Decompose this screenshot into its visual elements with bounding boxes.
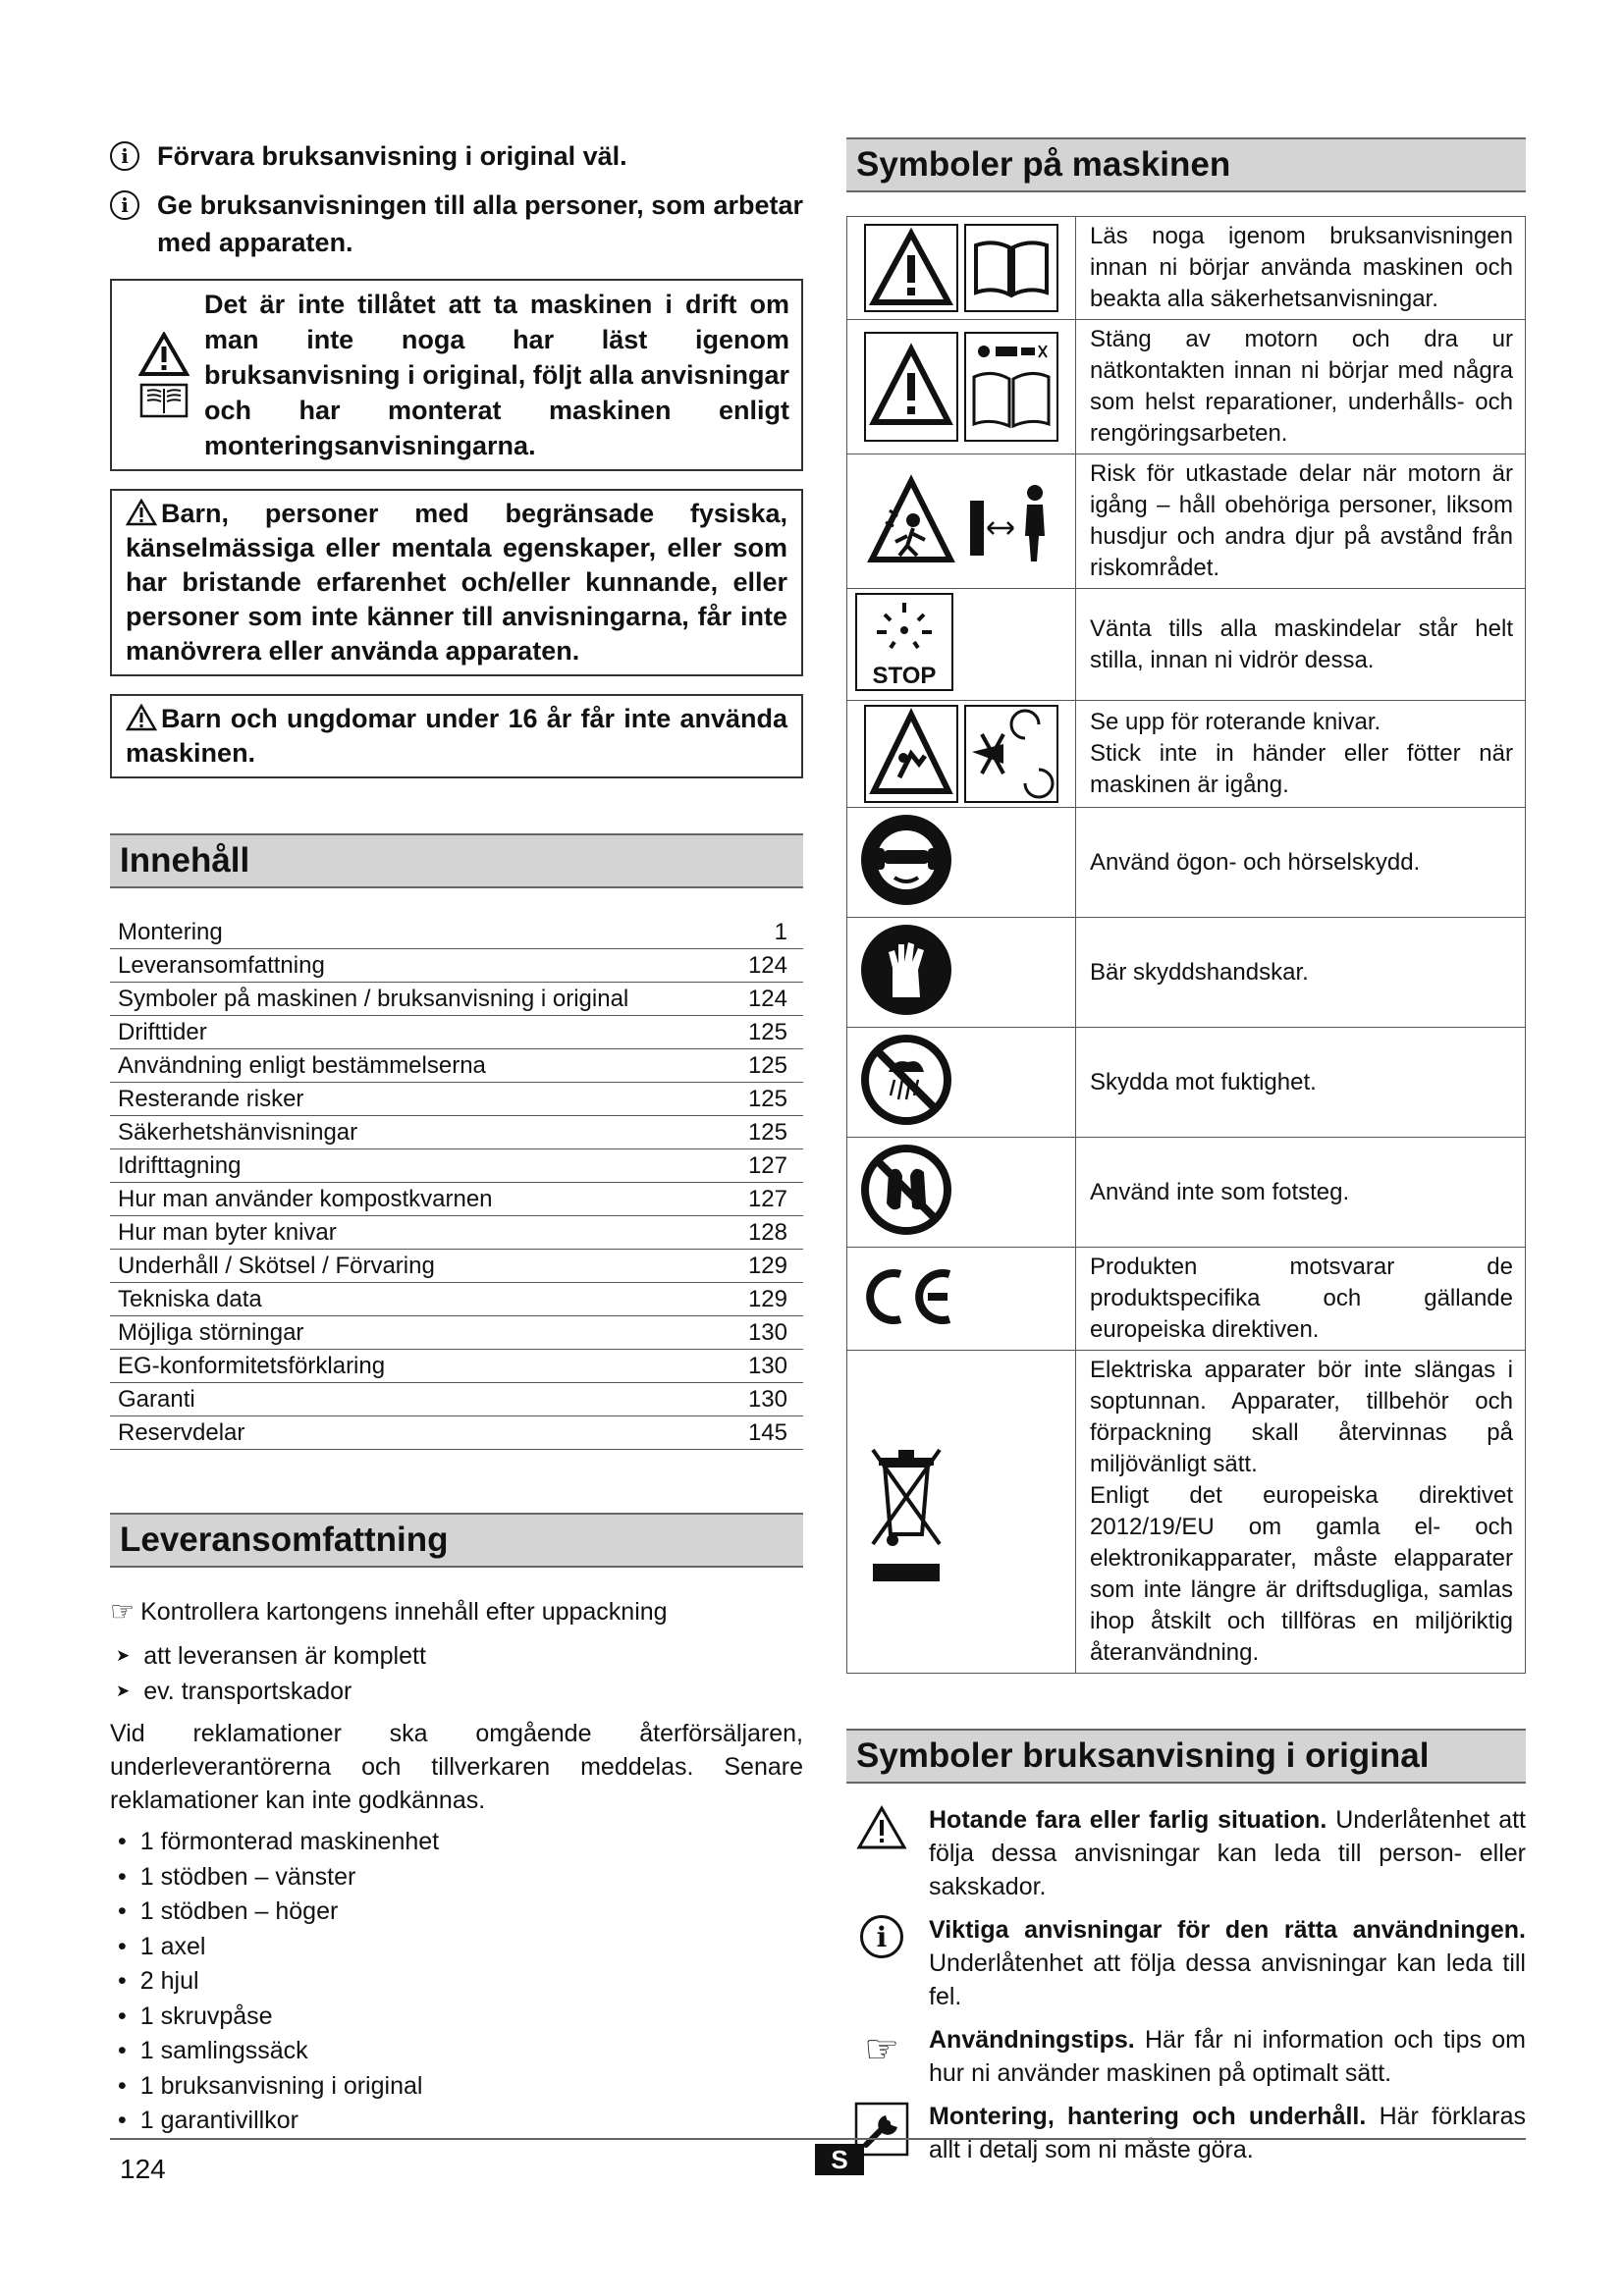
contents-label: Reservdelar xyxy=(110,1416,701,1450)
contents-page: 128 xyxy=(701,1216,803,1250)
table-row xyxy=(847,589,1526,701)
info-line-give-manual: i Ge bruksanvisningen till alla personer, som arbetar med apparaten. xyxy=(110,187,803,261)
table-row xyxy=(847,1248,1526,1351)
contents-label: Underhåll / Skötsel / Förvaring xyxy=(110,1250,701,1283)
delivery-heading: Leveransomfattning xyxy=(110,1513,803,1568)
table-row xyxy=(110,1316,803,1350)
manual-symbols-heading: Symboler bruksanvisning i original xyxy=(846,1729,1526,1784)
contents-page: 130 xyxy=(701,1350,803,1383)
page-number: 124 xyxy=(120,2154,166,2184)
symbol-text: Använd inte som fotsteg. xyxy=(1076,1138,1526,1248)
info-icon: i xyxy=(110,190,139,220)
age-warning-text: Barn och ungdomar under 16 år får inte använda maskinen. xyxy=(126,704,787,768)
contents-page: 129 xyxy=(701,1250,803,1283)
list-item: • 1 garantivillkor xyxy=(110,2104,803,2139)
gloves-icon xyxy=(859,923,953,1017)
table-row xyxy=(847,217,1526,320)
contents-label: Hur man byter knivar xyxy=(110,1216,701,1250)
table-row xyxy=(110,916,803,949)
table-row xyxy=(110,1049,803,1083)
manual-box-text: Det är inte tillåtet att ta maskinen i drift om man inte noga har läst igenom bruksanvisning i original, följt alla anvisningar och har monterat maskinen enligt monteringsanvisningarna. xyxy=(204,290,789,460)
contents-page: 1 xyxy=(701,916,803,949)
children-warning-box xyxy=(110,489,803,676)
no-step-icon xyxy=(859,1143,953,1237)
legend-row-danger: Hotande fara eller farlig situation. Underlåtenhet att följa dessa anvisningar kan leda till person- eller sakskador. xyxy=(846,1803,1526,1903)
check-line: ☞ Kontrollera kartongens innehåll efter uppackning xyxy=(110,1596,668,1627)
symbol-text: Elektriska apparater bör inte slängas i soptunnan. Apparater, tillbehör och förpackning skall återvinnas på miljövänligt sätt. xyxy=(1090,1357,1513,1477)
table-row xyxy=(847,1028,1526,1138)
symbol-text: Se upp för roterande knivar. xyxy=(1090,709,1381,735)
list-item: • 1 stödben – vänster xyxy=(110,1860,803,1896)
symbol-text: Läs noga igenom bruksanvisningen innan ni börjar använda maskinen och beakta alla säkerhetsanvisningar. xyxy=(1076,217,1526,320)
contents-label: Drifttider xyxy=(110,1016,701,1049)
table-row xyxy=(847,454,1526,589)
danger-icon xyxy=(856,1805,907,1850)
delivery-items xyxy=(110,1825,803,2139)
table-row xyxy=(110,1250,803,1283)
contents-label: Leveransomfattning xyxy=(110,949,701,983)
list-item: ➤ att leveransen är komplett xyxy=(110,1638,803,1674)
contents-label: Hur man använder kompostkvarnen xyxy=(110,1183,701,1216)
table-row xyxy=(110,1149,803,1183)
symbol-text: Vänta tills alla maskindelar står helt stilla, innan ni vidrör dessa. xyxy=(1076,589,1526,701)
eye-ear-protection-icon xyxy=(859,813,953,907)
complaint-text: Vid reklamationer ska omgående återförsäljaren, underleverantörerna och tillverkaren meddelas. Senare reklamationer kan inte godkännas. xyxy=(110,1720,803,1814)
legend-row-wrench: Montering, hantering och underhåll. Här förklaras allt i detalj som ni måste göra. xyxy=(846,2100,1526,2166)
unplug-icon xyxy=(964,332,1058,442)
list-item: • 1 samlingssäck xyxy=(110,2034,803,2069)
table-row xyxy=(110,983,803,1016)
weee-bin-icon xyxy=(859,1426,953,1593)
right-column xyxy=(846,137,1526,2176)
contents-page: 124 xyxy=(701,949,803,983)
warning-triangle-icon xyxy=(126,704,157,731)
table-row xyxy=(110,1016,803,1049)
delivery-checks xyxy=(110,1638,803,1709)
contents-page: 125 xyxy=(701,1083,803,1116)
table-row xyxy=(110,1350,803,1383)
table-row xyxy=(110,1116,803,1149)
table-row xyxy=(110,1183,803,1216)
symbol-text: Enligt det europeiska direktivet 2012/19/EU om gamla el- och elektronikapparater, måste elapparater som inte längre är driftsdugliga, samlas ihop åtskilt och tillföras en miljöriktig återanvändning. xyxy=(1090,1482,1513,1666)
table-row xyxy=(110,1083,803,1116)
contents-label: Säkerhetshänvisningar xyxy=(110,1116,701,1149)
table-row xyxy=(847,808,1526,918)
symbol-text: Bär skyddshandskar. xyxy=(1076,918,1526,1028)
no-rain-icon xyxy=(859,1033,953,1127)
warning-triangle-icon xyxy=(864,705,958,803)
warning-triangle-icon xyxy=(864,224,958,312)
tip-hand-icon: ☞ xyxy=(110,1596,135,1627)
table-row xyxy=(847,1351,1526,1674)
warning-triangle-icon xyxy=(138,332,189,377)
contents-page: 130 xyxy=(701,1383,803,1416)
contents-label: Möjliga störningar xyxy=(110,1316,701,1350)
table-row xyxy=(847,918,1526,1028)
symbol-text: Använd ögon- och hörselskydd. xyxy=(1076,808,1526,918)
list-item: • 1 stödben – höger xyxy=(110,1895,803,1930)
contents-table xyxy=(110,916,803,1450)
info-icon: i xyxy=(110,141,139,171)
manual-box-icons xyxy=(124,287,204,463)
contents-heading: Innehåll xyxy=(110,833,803,888)
machine-symbols-heading: Symboler på maskinen xyxy=(846,137,1526,192)
keep-distance-icon xyxy=(964,467,1058,575)
list-item: • 1 axel xyxy=(110,1930,803,1965)
tip-hand-icon: ☞ xyxy=(864,2028,899,2071)
thrown-objects-icon xyxy=(864,467,958,575)
contents-label: EG-konformitetsförklaring xyxy=(110,1350,701,1383)
contents-label: Användning enligt bestämmelserna xyxy=(110,1049,701,1083)
symbol-text: Skydda mot fuktighet. xyxy=(1076,1028,1526,1138)
rotating-knives-icon xyxy=(964,705,1058,803)
manual-warning-box xyxy=(110,279,803,471)
legend-row-info: i Viktiga anvisningar för den rätta användningen. Underlåtenhet att följa dessa anvisningar kan leda till fel. xyxy=(846,1913,1526,2013)
symbol-text: Stick inte in händer eller fötter när maskinen är igång. xyxy=(1090,740,1513,798)
table-row xyxy=(110,1416,803,1450)
contents-page: 129 xyxy=(701,1283,803,1316)
age-warning-box xyxy=(110,694,803,778)
machine-symbols-table xyxy=(846,216,1526,1674)
list-item: • 2 hjul xyxy=(110,1964,803,2000)
info-line-keep-manual: i Förvara bruksanvisning i original väl. xyxy=(110,137,803,175)
table-row xyxy=(110,1383,803,1416)
table-row xyxy=(110,1283,803,1316)
svg-text:STOP: STOP xyxy=(872,663,937,689)
book-icon xyxy=(964,224,1058,312)
list-item: • 1 bruksanvisning i original xyxy=(110,2069,803,2105)
footer-divider xyxy=(110,2138,1526,2140)
list-item: ➤ ev. transportskador xyxy=(110,1674,803,1709)
contents-page: 127 xyxy=(701,1149,803,1183)
language-badge: S xyxy=(815,2144,864,2175)
list-item: • 1 förmonterad maskinenhet xyxy=(110,1825,803,1860)
legend-row-tip: ☞ Användningstips. Här får ni information och tips om hur ni använder maskinen på optimalt sätt. xyxy=(864,2026,1526,2087)
contents-page: 127 xyxy=(701,1183,803,1216)
symbol-text: Produkten motsvarar de produktspecifika och gällande europeiska direktiven. xyxy=(1076,1248,1526,1351)
contents-label: Garanti xyxy=(110,1383,701,1416)
symbol-text: Stäng av motorn och dra ur nätkontakten innan ni börjar med några som helst reparationer, underhålls- och rengöringsarbeten. xyxy=(1076,320,1526,454)
contents-label: Idrifttagning xyxy=(110,1149,701,1183)
contents-label: Symboler på maskinen / bruksanvisning i original xyxy=(110,983,701,1016)
contents-page: 145 xyxy=(701,1416,803,1450)
contents-page: 124 xyxy=(701,983,803,1016)
table-row xyxy=(110,1216,803,1250)
contents-page: 125 xyxy=(701,1016,803,1049)
left-column xyxy=(110,137,803,2139)
contents-label: Montering xyxy=(110,916,701,949)
table-row xyxy=(847,320,1526,454)
symbol-text: Risk för utkastade delar när motorn är igång – håll obehöriga personer, liksom husdjur och andra djur på avstånd från riskområdet. xyxy=(1076,454,1526,589)
warning-triangle-icon xyxy=(864,332,958,442)
info-icon: i xyxy=(860,1915,903,1958)
contents-page: 125 xyxy=(701,1049,803,1083)
contents-label: Resterande risker xyxy=(110,1083,701,1116)
contents-page: 130 xyxy=(701,1316,803,1350)
stop-icon xyxy=(855,593,953,691)
warning-triangle-icon xyxy=(126,499,157,526)
list-item: • 1 skruvpåse xyxy=(110,2000,803,2035)
table-row xyxy=(110,949,803,983)
children-warning-text: Barn, personer med begränsade fysiska, känselmässiga eller mentala egenskaper, eller som har bristande erfarenhet och/eller kunnande, eller personer som inte känner till anvisningarna, får inte manövrera eller använda apparaten. xyxy=(126,499,787,666)
contents-page: 125 xyxy=(701,1116,803,1149)
table-row xyxy=(847,701,1526,808)
book-icon xyxy=(139,383,189,418)
table-row xyxy=(847,1138,1526,1248)
contents-label: Tekniska data xyxy=(110,1283,701,1316)
ce-mark-icon xyxy=(859,1266,957,1327)
